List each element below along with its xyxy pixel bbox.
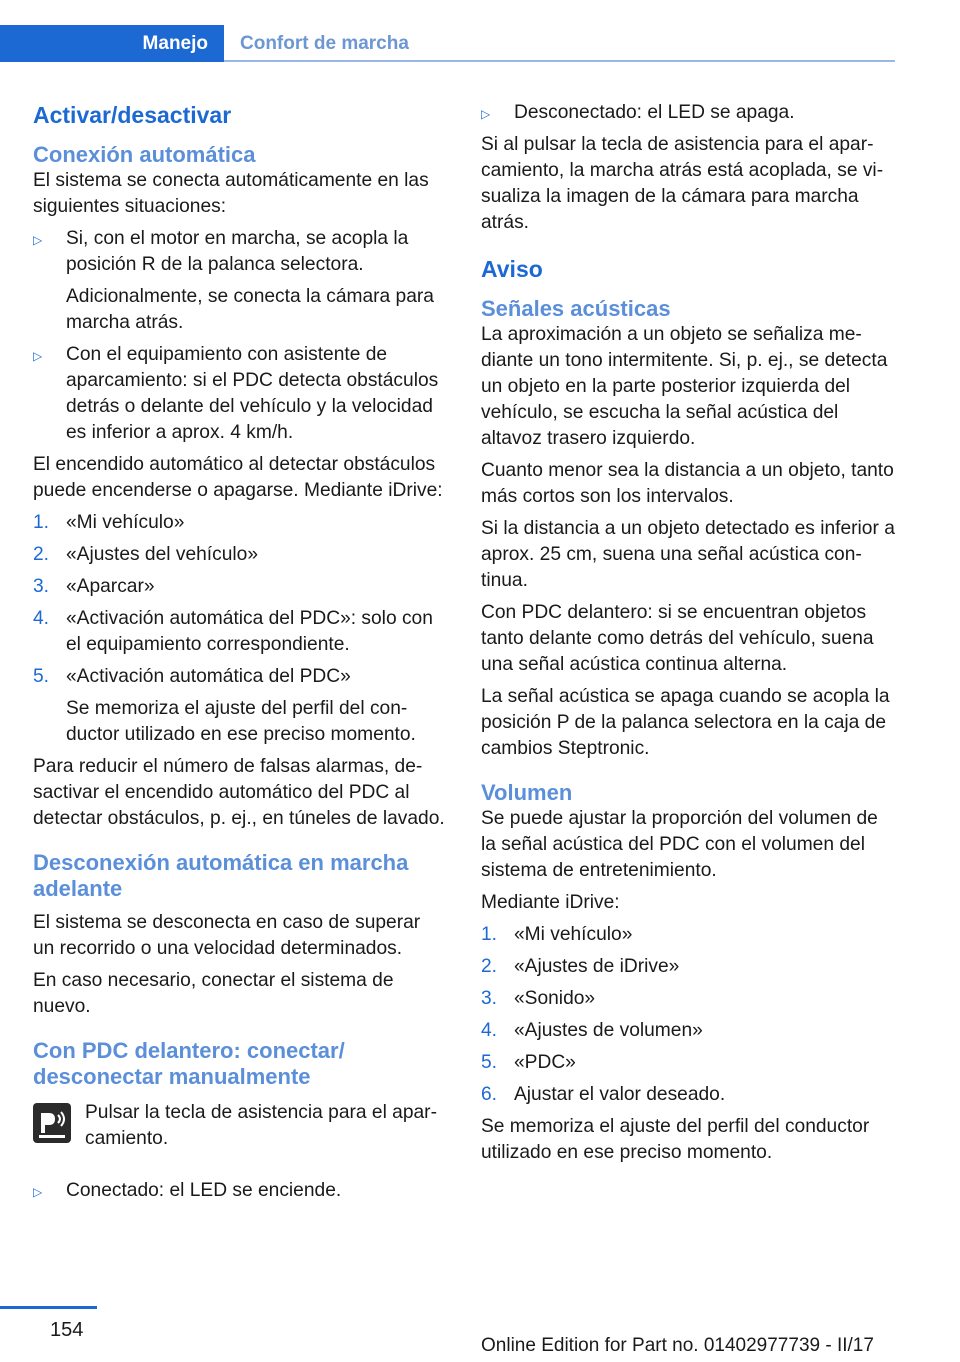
paragraph: El encendido automático al detectar obstáculos puede encenderse o apagarse. Mediante iDrive: bbox=[33, 454, 443, 501]
step-item bbox=[33, 542, 445, 568]
list-item bbox=[33, 226, 445, 336]
step-note: Se memoriza el ajuste del perfil del conductor utilizado en ese preciso momento. bbox=[66, 698, 416, 745]
heading-volume: Volumen bbox=[481, 780, 573, 805]
left-column bbox=[33, 100, 445, 1210]
paragraph: Cuanto menor sea la distancia a un objeto, tanto más cortos son los intervalos. bbox=[481, 460, 894, 507]
step-number: 4. bbox=[481, 1020, 498, 1041]
list-item-text: Con el equipamiento con asistente de aparcamiento: si el PDC detecta obstáculos detrás o delante del vehículo y la velocidad es inferior a aprox. 4 km/h. bbox=[66, 344, 439, 443]
step-item bbox=[481, 1050, 895, 1076]
triangle-bullet-icon: ▷ bbox=[481, 107, 491, 121]
step-number: 6. bbox=[481, 1084, 498, 1105]
bullet-list bbox=[33, 1178, 445, 1204]
heading-auto-off: Desconexión automática en marcha adelante bbox=[33, 850, 409, 901]
paragraph: Para reducir el número de falsas alarmas, desactivar el encendido automático del PDC al detectar obstáculos, p. ej., en túneles de lavado. bbox=[33, 756, 445, 829]
step-number: 1. bbox=[33, 512, 50, 533]
heading-activate: Activar/desactivar bbox=[33, 102, 232, 128]
step-text: «Activación automática del PDC» bbox=[66, 666, 351, 687]
section-tab-label: Confort de marcha bbox=[240, 32, 409, 54]
step-text: Ajustar el valor deseado. bbox=[514, 1084, 726, 1105]
bullet-list bbox=[481, 100, 895, 126]
button-instruction-text: Pulsar la tecla de asistencia para el aparcamiento. bbox=[85, 1102, 437, 1149]
list-item-note: Adicionalmente, se conecta la cámara para marcha atrás. bbox=[66, 286, 434, 333]
heading-auto-on: Conexión automática bbox=[33, 142, 256, 167]
right-column bbox=[481, 100, 895, 1172]
step-number: 4. bbox=[33, 608, 50, 629]
step-number: 5. bbox=[481, 1052, 498, 1073]
heading-aviso: Aviso bbox=[481, 256, 543, 282]
page-header bbox=[0, 0, 960, 62]
triangle-bullet-icon: ▷ bbox=[33, 233, 43, 247]
section-tab-confort bbox=[240, 25, 409, 62]
paragraph: El sistema se conecta automáticamente en las siguientes situaciones: bbox=[33, 170, 429, 217]
step-number: 5. bbox=[33, 666, 50, 687]
list-item-text: Desconectado: el LED se apaga. bbox=[514, 102, 795, 123]
paragraph: Si al pulsar la tecla de asistencia para el aparcamiento, la marcha atrás está acoplada, se visualiza la imagen de la cámara para marcha atrás. bbox=[481, 134, 884, 233]
step-item bbox=[33, 510, 445, 536]
list-item bbox=[33, 342, 445, 446]
step-item bbox=[33, 606, 445, 658]
paragraph: La señal acústica se apaga cuando se acopla la posición P de la palanca selectora en la caja de cambios Steptronic. bbox=[481, 686, 890, 759]
step-text: «Ajustes de iDrive» bbox=[514, 956, 680, 977]
step-text: «Aparcar» bbox=[66, 576, 155, 597]
step-text: «Mi vehículo» bbox=[66, 512, 185, 533]
parking-assist-icon bbox=[33, 1103, 71, 1143]
footer-rule bbox=[0, 1306, 97, 1309]
numbered-steps bbox=[481, 922, 895, 1108]
list-item-text: Conectado: el LED se enciende. bbox=[66, 1180, 342, 1201]
paragraph: Se memoriza el ajuste del perfil del conductor utilizado en ese preciso momento. bbox=[481, 1116, 870, 1163]
page-number: 154 bbox=[50, 1319, 84, 1341]
paragraph: Con PDC delantero: si se encuentran objetos tanto delante como detrás del vehículo, suena una señal acústica continua alterna. bbox=[481, 602, 874, 675]
list-item-text: Si, con el motor en marcha, se acopla la posición R de la palanca selectora. bbox=[66, 228, 409, 275]
paragraph: La aproximación a un objeto se señaliza mediante un tono intermitente. Si, p. ej., se detecta un objeto en la parte posterior izquierda del vehículo, se escucha la señal acústica del altavoz trasero izquierdo. bbox=[481, 324, 888, 449]
step-text: «Mi vehículo» bbox=[514, 924, 633, 945]
section-tab-manejo bbox=[0, 25, 224, 62]
paragraph: En caso necesario, conectar el sistema de nuevo. bbox=[33, 970, 394, 1017]
list-item bbox=[481, 100, 895, 126]
step-text: «Ajustes de volumen» bbox=[514, 1020, 703, 1041]
header-divider bbox=[224, 60, 895, 62]
step-number: 3. bbox=[481, 988, 498, 1009]
section-tab-label: Manejo bbox=[142, 32, 208, 54]
bullet-list bbox=[33, 226, 445, 446]
heading-acoustic: Señales acústicas bbox=[481, 296, 671, 321]
numbered-steps bbox=[33, 510, 445, 748]
paragraph: Mediante iDrive: bbox=[481, 892, 620, 913]
edition-note: Online Edition for Part no. 01402977739 - II/17 bbox=[481, 1335, 874, 1356]
step-item bbox=[481, 922, 895, 948]
step-item bbox=[33, 574, 445, 600]
step-text: «PDC» bbox=[514, 1052, 576, 1073]
button-instruction bbox=[33, 1100, 445, 1152]
step-number: 1. bbox=[481, 924, 498, 945]
paragraph: El sistema se desconecta en caso de superar un recorrido o una velocidad determinados. bbox=[33, 912, 421, 959]
step-number: 3. bbox=[33, 576, 50, 597]
triangle-bullet-icon: ▷ bbox=[33, 1185, 43, 1199]
list-item bbox=[33, 1178, 445, 1204]
triangle-bullet-icon: ▷ bbox=[33, 349, 43, 363]
paragraph: Si la distancia a un objeto detectado es inferior a aprox. 25 cm, suena una señal acústica continua. bbox=[481, 518, 895, 591]
step-item bbox=[33, 664, 445, 748]
heading-manual: Con PDC delantero: conectar/ desconectar manualmente bbox=[33, 1038, 345, 1089]
paragraph: Se puede ajustar la proporción del volumen de la señal acústica del PDC con el volumen del sistema de entretenimiento. bbox=[481, 808, 878, 881]
step-item bbox=[481, 1082, 895, 1108]
step-number: 2. bbox=[481, 956, 498, 977]
step-text: «Sonido» bbox=[514, 988, 596, 1009]
step-item bbox=[481, 1018, 895, 1044]
step-text: «Ajustes del vehículo» bbox=[66, 544, 258, 565]
step-number: 2. bbox=[33, 544, 50, 565]
step-item bbox=[481, 954, 895, 980]
step-item bbox=[481, 986, 895, 1012]
step-text: «Activación automática del PDC»: solo con el equipamiento correspondiente. bbox=[66, 608, 433, 655]
